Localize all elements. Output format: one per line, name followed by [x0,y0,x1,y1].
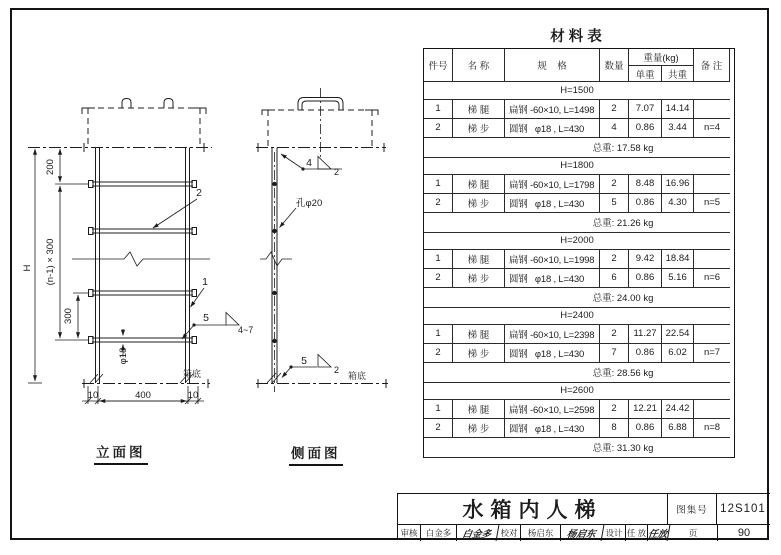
person-name: 杨启东 [521,525,561,541]
dim-200: 200 [45,159,56,175]
table-cell: 24.42 [662,399,694,419]
table-cell: 梯 腿 [453,174,505,194]
weld-annotation [182,313,239,340]
table-group-row [424,232,734,249]
table-cell: 梯 步 [453,343,505,363]
group-height-label: H=2000 [424,232,730,250]
signature: 任放 [647,525,671,541]
page-number: 90 [737,527,751,539]
collar-hooks [262,110,378,115]
table-row [424,343,734,362]
table-cell: 扁钢 -60×10, L=1498 [505,99,600,119]
dim-phi18: φ18 [118,347,129,365]
table-cell: 6.02 [662,343,694,363]
table-cell: 4 [600,118,629,138]
table-total-row [424,137,734,157]
weld-count-label: 2 [334,365,340,375]
table-cell: 0.86 [629,343,662,363]
table-cell: 0.86 [629,118,662,138]
weld-size-label: 5 [301,355,307,367]
table-row [424,193,734,212]
table-cell: 扁钢 -60×10, L=1798 [505,174,600,194]
table-cell: 扁钢 -60×10, L=2398 [505,324,600,344]
side-view-caption: 侧面图 [289,442,343,466]
role-label: 校对 [498,525,521,541]
rung-end [272,229,276,233]
table-row [424,418,734,437]
group-height-label: H=2600 [424,382,730,400]
rung-end [272,339,276,343]
table-cell: 6 [600,268,629,288]
table-cell [694,99,730,119]
table-group-row [424,382,734,399]
table-cell: 2 [424,193,453,213]
table-cell: 圆钢 φ18 , L=430 [505,268,600,288]
manhole-collar [88,108,200,147]
table-cell: 2 [424,268,453,288]
table-cell: 8 [600,418,629,438]
table-cell: n=8 [694,418,730,438]
table-group-row [424,82,734,99]
table-cell: 圆钢 φ18 , L=430 [505,418,600,438]
table-cell: n=5 [694,193,730,213]
table-cell: 2 [424,343,453,363]
lifting-lug [122,99,131,109]
table-cell: 梯 步 [453,418,505,438]
table-cell: 1 [424,99,453,119]
table-cell: 扁钢 -60×10, L=1998 [505,249,600,269]
table-cell: 3.44 [662,118,694,138]
table-cell: 2 [600,99,629,119]
group-height-label: H=1500 [424,82,730,100]
col-header-name: 名 称 [453,49,505,82]
drawing-title: 水箱内人梯 [398,494,668,524]
table-total-row [424,212,734,232]
col-header-spec: 规 格 [505,49,600,82]
dim-n1-300: (n-1) × 300 [45,238,56,286]
table-cell: 1 [424,399,453,419]
table-cell: 1 [424,324,453,344]
total-weight-label: 总重: 17.58 kg [424,137,730,158]
col-header-total-weight: 共重 [662,66,694,82]
table-cell: 2 [600,324,629,344]
weld-size-label: 5 [203,312,209,324]
total-weight-label: 总重: 31.30 kg [424,437,730,458]
total-weight-label: 总重: 28.56 kg [424,362,730,383]
table-cell: 2 [424,418,453,438]
part-label-2: 2 [196,187,202,199]
rung-end [272,291,276,295]
total-weight-label: 总重: 24.00 kg [424,287,730,308]
table-cell: 1 [424,249,453,269]
table-cell: 22.54 [662,324,694,344]
table-cell: 5 [600,193,629,213]
elevation-caption: 立面图 [94,441,148,465]
table-row [424,174,734,193]
table-cell: 2 [600,249,629,269]
group-height-label: H=2400 [424,307,730,325]
dim-300: 300 [63,308,74,324]
materials-table-header [424,49,734,82]
atlas-number-label: 图集号 [668,494,717,524]
ladder-legs [96,148,190,384]
table-cell: 0.86 [629,268,662,288]
col-header-remark: 备 注 [694,49,730,82]
break-line [260,252,292,266]
weld-count-label: 2 [334,167,340,177]
table-cell: 8.48 [629,174,662,194]
table-cell: 9.42 [629,249,662,269]
part-label-1: 1 [202,276,208,288]
table-cell: 0.86 [629,193,662,213]
collar-hooks [82,108,206,114]
table-cell: 5.16 [662,268,694,288]
table-group-row [424,307,734,324]
table-cell [694,249,730,269]
table-cell: 12.21 [629,399,662,419]
manhole-collar [268,110,372,147]
table-cell: 7.07 [629,99,662,119]
hole-label: 孔φ20 [296,198,323,209]
table-cell: n=4 [694,118,730,138]
dim-10-left: 10 [87,390,99,401]
dim-h: H [22,264,33,272]
side-view [256,88,388,392]
total-weight-label: 总重: 21.26 kg [424,212,730,233]
col-header-qty: 数量 [600,49,629,82]
table-cell: n=6 [694,268,730,288]
dim-10-right: 10 [187,390,199,401]
table-cell: 14.14 [662,99,694,119]
table-cell: 圆钢 φ18 , L=430 [505,343,600,363]
table-cell: 梯 腿 [453,324,505,344]
tank-bottom-label: 箱底 [348,371,367,381]
elevation-view [22,99,253,405]
table-row [424,268,734,287]
lifting-lug [164,99,173,109]
tank-bottom-label: 箱底 [183,369,202,379]
table-cell: 11.27 [629,324,662,344]
signature: 杨启东 [560,525,605,541]
weld-size-label: 4 [306,157,312,169]
table-cell: 0.86 [629,418,662,438]
table-row [424,118,734,137]
table-cell: 4.30 [662,193,694,213]
person-name: 任 放 [626,525,648,541]
table-total-row [424,437,734,457]
col-header-unit-weight: 单重 [629,66,662,82]
person-name: 白金多 [421,525,457,541]
materials-table-title: 材料表 [550,29,606,45]
table-cell [694,174,730,194]
atlas-number-value: 12S101 [720,503,766,515]
table-cell: 梯 腿 [453,399,505,419]
role-label: 审核 [398,525,421,541]
table-cell [694,324,730,344]
table-total-row [424,362,734,382]
table-cell: 梯 腿 [453,99,505,119]
title-block [397,493,770,540]
rung-end [272,182,276,186]
table-cell [694,399,730,419]
weld-note-label: 4~7 [238,325,254,335]
ladder-rungs [89,181,197,344]
page-label: 页 [669,525,718,541]
table-row [424,324,734,343]
table-row [424,249,734,268]
table-cell: 18.84 [662,249,694,269]
table-cell: 2 [424,118,453,138]
table-total-row [424,287,734,307]
table-cell: 梯 步 [453,193,505,213]
table-cell: 6.88 [662,418,694,438]
table-cell: 2 [600,399,629,419]
table-cell: 梯 腿 [453,249,505,269]
col-header-weight: 重量(kg) [629,49,694,66]
table-cell: 圆钢 φ18 , L=430 [505,193,600,213]
dim-400: 400 [135,390,151,401]
table-cell: 梯 步 [453,268,505,288]
table-cell: n=7 [694,343,730,363]
table-cell: 圆钢 φ18 , L=430 [505,118,600,138]
table-cell: 16.96 [662,174,694,194]
table-group-row [424,157,734,174]
table-cell: 7 [600,343,629,363]
table-row [424,99,734,118]
table-cell: 1 [424,174,453,194]
table-cell: 梯 步 [453,118,505,138]
role-label: 设计 [603,525,626,541]
materials-table [423,48,735,458]
table-cell: 2 [600,174,629,194]
signature: 白金多 [456,525,500,541]
table-row [424,399,734,418]
table-cell: 扁钢 -60×10, L=2598 [505,399,600,419]
group-height-label: H=1800 [424,157,730,175]
col-header-item: 件号 [424,49,453,82]
